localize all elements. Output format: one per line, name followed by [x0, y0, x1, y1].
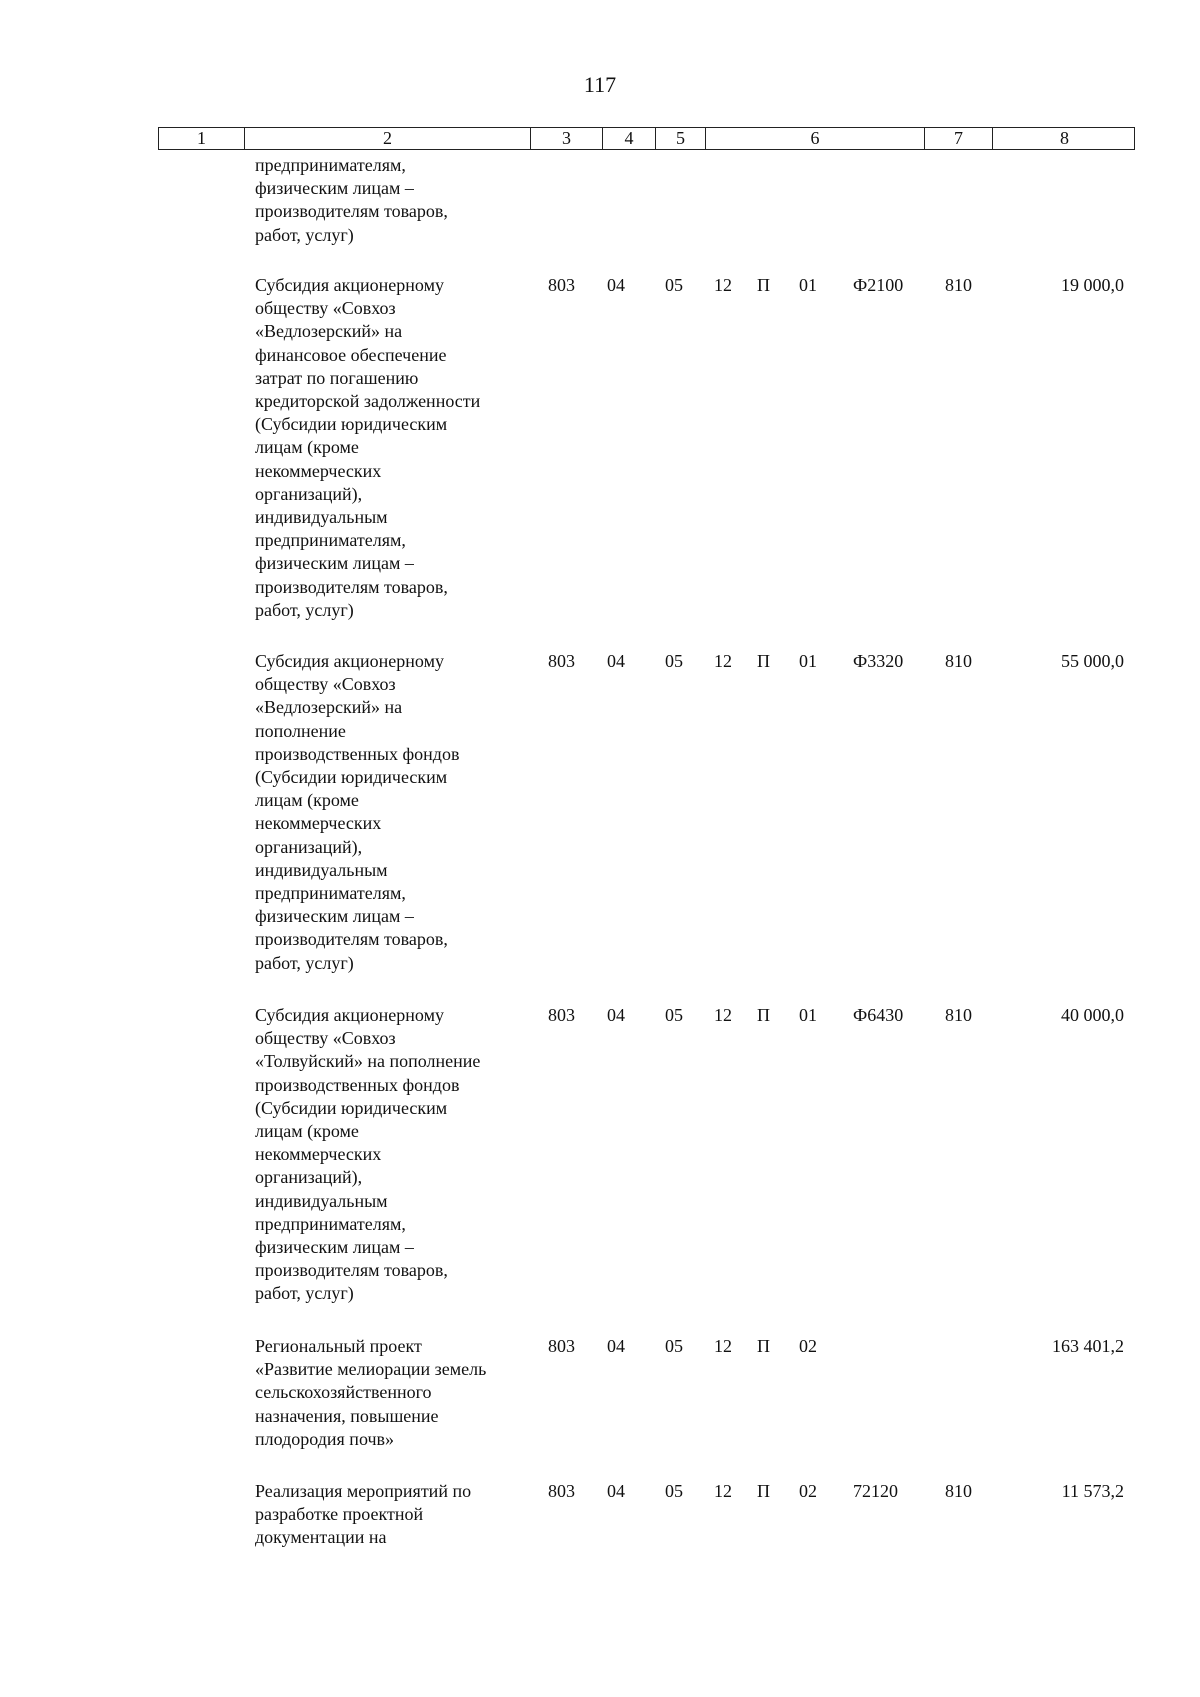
row-description: Субсидия акционерному обществу «Совхоз «Толвуйский» на пополнение производственных фондов (Субсидии юридическим лицам (кроме некоммерческих организаций), индивидуальным предпринимателям, физическим лицам – производителям товаров, работ, услуг)	[255, 1005, 481, 1304]
row-ministry: 803	[548, 1481, 575, 1501]
row-program-event: 02	[799, 1481, 817, 1501]
row-ministry: 803	[548, 1336, 575, 1356]
row-program-event: 02	[799, 1336, 817, 1356]
row-section: 04	[607, 1481, 625, 1501]
header-cell-1: 1	[159, 128, 245, 149]
row-subsection: 05	[665, 275, 683, 295]
row-section: 04	[607, 1005, 625, 1025]
row-program-event: 01	[799, 1005, 817, 1025]
row-subsection: 05	[665, 1005, 683, 1025]
header-cell-2: 2	[245, 128, 531, 149]
row-description: Реализация мероприятий по разработке проектной документации на	[255, 1481, 472, 1548]
row-amount: 163 401,2	[1052, 1336, 1124, 1356]
row-program-code: 12	[714, 651, 732, 671]
row-amount: 55 000,0	[1061, 651, 1124, 671]
row-ministry: 803	[548, 275, 575, 295]
continuation-text: предпринимателям, физическим лицам – производителям товаров, работ, услуг)	[255, 155, 448, 245]
row-description: Субсидия акционерному обществу «Совхоз «Ведлозерский» на финансовое обеспечение затрат по погашению кредиторской задолженности (Субсидии юридическим лицам (кроме некоммерческих организаций), индивидуальным предпринимателям, физическим лицам – производителям товаров, работ, услуг)	[255, 275, 481, 620]
header-cell-8: 8	[1060, 128, 1069, 148]
row-program-event: 01	[799, 651, 817, 671]
header-cell-5: 5	[656, 128, 706, 149]
row-program-code: 12	[714, 1336, 732, 1356]
row-description: Региональный проект «Развитие мелиорации земель сельскохозяйственного назначения, повышение плодородия почв»	[255, 1336, 487, 1449]
table-header	[158, 127, 1135, 150]
row-program-type: П	[757, 275, 770, 295]
row-program-type: П	[757, 1481, 770, 1501]
header-cell-6: 6	[706, 128, 925, 149]
row-program-type: П	[757, 1005, 770, 1025]
row-program-type: П	[757, 1336, 770, 1356]
header-cell-4: 4	[603, 128, 656, 149]
row-subsection: 05	[665, 1336, 683, 1356]
header-cell-7: 7	[925, 128, 993, 149]
row-section: 04	[607, 1336, 625, 1356]
row-program-code: 12	[714, 1005, 732, 1025]
row-section: 04	[607, 275, 625, 295]
row-subsection: 05	[665, 1481, 683, 1501]
row-ministry: 803	[548, 1005, 575, 1025]
row-program-event: 01	[799, 275, 817, 295]
row-program-direction: Ф2100	[853, 275, 904, 295]
row-program-direction: 72120	[853, 1481, 898, 1501]
row-section: 04	[607, 651, 625, 671]
header-cell-3: 3	[531, 128, 603, 149]
page-number: 117	[583, 72, 617, 97]
row-expense-type: 810	[945, 275, 972, 295]
row-program-direction: Ф3320	[853, 651, 904, 671]
row-description: Субсидия акционерному обществу «Совхоз «Ведлозерский» на пополнение производственных фондов (Субсидии юридическим лицам (кроме некоммерческих организаций), индивидуальным предпринимателям, физическим лицам – производителям товаров, работ, услуг)	[255, 651, 460, 973]
row-amount: 40 000,0	[1061, 1005, 1124, 1025]
row-program-direction: Ф6430	[853, 1005, 904, 1025]
row-ministry: 803	[548, 651, 575, 671]
row-amount: 19 000,0	[1061, 275, 1124, 295]
row-subsection: 05	[665, 651, 683, 671]
row-program-type: П	[757, 651, 770, 671]
row-program-code: 12	[714, 1481, 732, 1501]
row-expense-type: 810	[945, 651, 972, 671]
row-expense-type: 810	[945, 1005, 972, 1025]
row-expense-type: 810	[945, 1481, 972, 1501]
row-program-code: 12	[714, 275, 732, 295]
row-amount: 11 573,2	[1061, 1481, 1124, 1501]
